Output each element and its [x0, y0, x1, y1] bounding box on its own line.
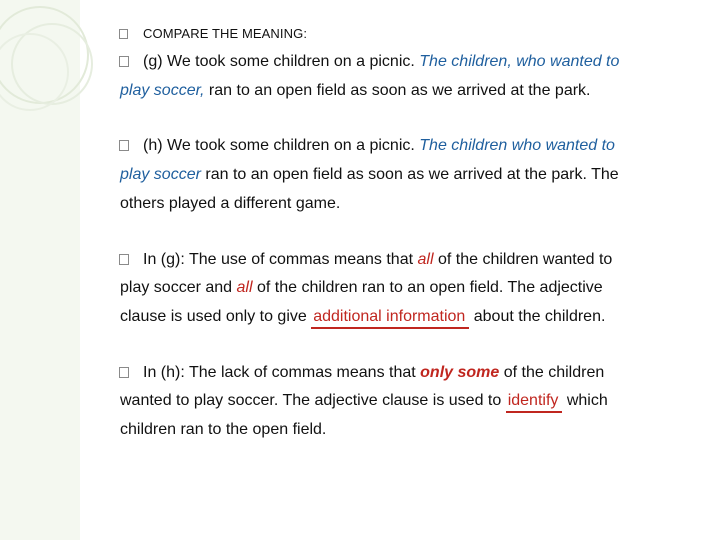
- answer-blank: identify: [506, 391, 563, 413]
- example-g-line-2: play soccer, ran to an open field as soon as we arrived at the park.: [120, 82, 591, 99]
- example-g-line-1: (g) We took some children on a picnic. The children, who wanted to: [119, 52, 619, 72]
- bullet-icon: [119, 367, 129, 378]
- note-g-line-3: clause is used only to give additional information about the children.: [120, 307, 605, 329]
- example-h-line-3: others played a different game.: [120, 195, 341, 212]
- note-g-line-1: In (g): The use of commas means that all of the children wanted to: [119, 250, 612, 270]
- bullet-icon: [119, 29, 128, 39]
- answer-blank: additional information: [311, 307, 469, 329]
- example-h-line-2: play soccer ran to an open field as soon as we arrived at the park. The: [120, 166, 619, 183]
- circle-decoration-icon: [0, 0, 120, 120]
- slide-title: COMPARE THE MEANING:: [119, 24, 307, 44]
- example-h-line-1: (h) We took some children on a picnic. The children who wanted to: [119, 136, 615, 156]
- bullet-icon: [119, 140, 129, 151]
- note-h-line-3: children ran to the open field.: [120, 421, 327, 438]
- bullet-icon: [119, 254, 129, 265]
- note-h-line-2: wanted to play soccer. The adjective clause is used to identify which: [120, 391, 608, 413]
- note-g-line-2: play soccer and all of the children ran to an open field. The adjective: [120, 279, 603, 296]
- note-h-line-1: In (h): The lack of commas means that only some of the children: [119, 363, 604, 383]
- bullet-icon: [119, 56, 129, 67]
